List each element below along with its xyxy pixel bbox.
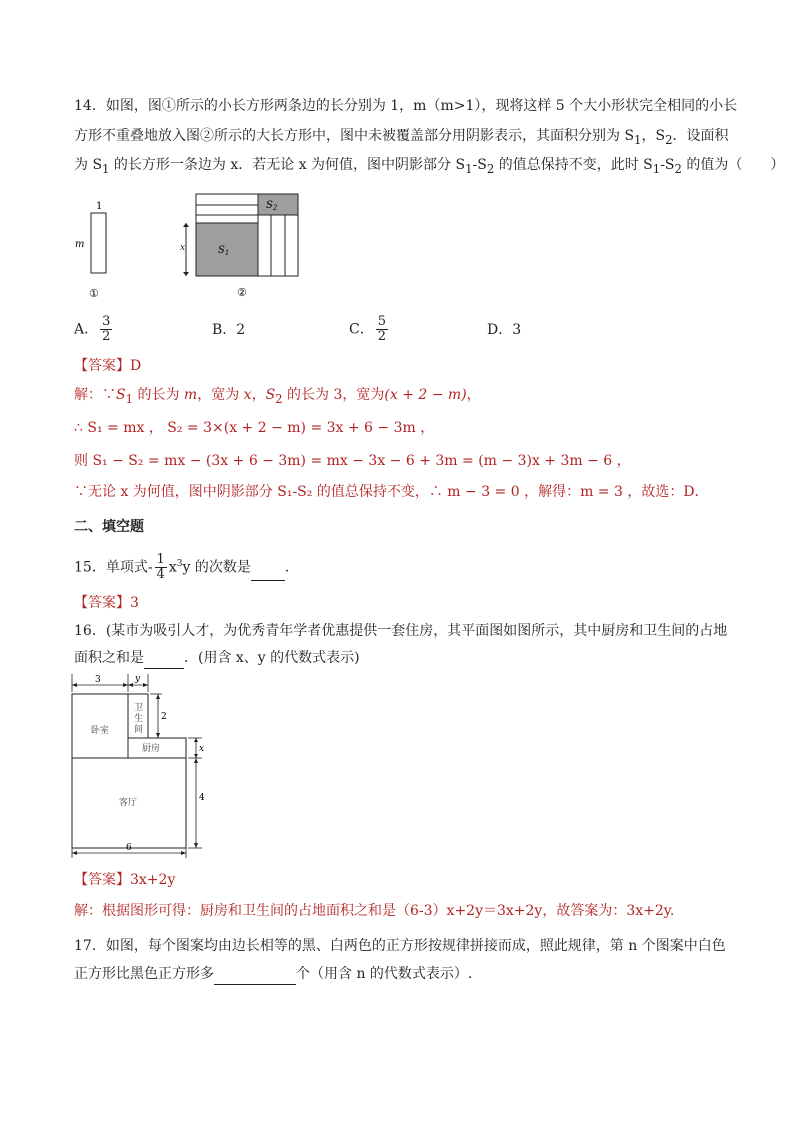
q14-line2: 方形不重叠地放入图②所示的大长方形中，图中未被覆盖部分用阴影表示，其面积分别为 $S_1$，$S_2$．设面积 bbox=[74, 128, 729, 147]
label-bedroom: 卧室 bbox=[91, 726, 110, 736]
figure-2 bbox=[178, 190, 308, 302]
q16-answer: 【答案】3x+2y bbox=[74, 872, 176, 888]
option-a: A． $\frac{3}{2}$ bbox=[74, 314, 111, 344]
figure-1 bbox=[74, 196, 134, 302]
section-header-fill-in: 二、填空题 bbox=[74, 519, 144, 535]
q17-line2: 正方形比黑色正方形多 个（用含 n 的代数式表示）. bbox=[74, 964, 472, 985]
dim-top-right: y bbox=[135, 674, 141, 684]
q17-line1: 17．如图，每个图案均由边长相等的黑、白两色的正方形按规律拼接而成，照此规律，第 n 个图案中白色 bbox=[74, 938, 726, 954]
fig2-caption: ② bbox=[237, 286, 247, 299]
floor-plan bbox=[62, 672, 212, 862]
option-b: B．2 bbox=[212, 322, 246, 338]
option-c: C． $\frac{5}{2}$ bbox=[349, 314, 386, 344]
q14-line3: 为 $S_1$ 的长方形一条边为 x．若无论 x 为何值，图中阴影部分 $S_1-S_2$ 的值总保持不变，此时 $S_1-S_2$ 的值为（ ） bbox=[74, 157, 785, 176]
fig1-caption: ① bbox=[89, 287, 99, 300]
small-rectangle bbox=[91, 213, 106, 273]
label-bath-2: 生 bbox=[134, 714, 144, 724]
q14-line1: 14．如图，图①所示的小长方形两条边的长分别为 1，m（m>1），现将这样 5 个大小形状完全相同的小长 bbox=[74, 98, 738, 114]
q16-answer-blank[interactable] bbox=[144, 648, 184, 669]
option-a-fraction: $\frac{3}{2}$ bbox=[102, 314, 111, 344]
shaded-s2 bbox=[258, 194, 298, 215]
q17-answer-blank[interactable] bbox=[214, 964, 296, 985]
option-c-fraction: $\frac{5}{2}$ bbox=[377, 314, 386, 344]
q16-line2: 面积之和是 ．(用含 x、y 的代数式表示) bbox=[74, 648, 360, 669]
q14-solution-line1: 解：$\because S_1$ 的长为 m，宽为 x，$S_2$ 的长为 3，宽为(x + 2 − m)， bbox=[74, 387, 481, 406]
fig1-side-label: m bbox=[75, 239, 85, 250]
dim-right-x: x bbox=[199, 744, 205, 754]
dim-right-4: 4 bbox=[199, 793, 205, 803]
q16-line1: 16．(某市为吸引人才，为优秀青年学者优惠提供一套住房，其平面图如图所示，其中厨房和卫生间的占地 bbox=[74, 623, 728, 639]
q15-answer: 【答案】3 bbox=[74, 595, 139, 611]
q16-solution: 解：根据图形可得：厨房和卫生间的占地面积之和是（6-3）x+2y＝3x+2y，故答案为：3x+2y. bbox=[74, 903, 675, 919]
dim-right-2: 2 bbox=[161, 712, 167, 722]
x-label: x bbox=[180, 243, 186, 253]
fig1-top-label: 1 bbox=[96, 201, 103, 212]
option-d: D．3 bbox=[487, 322, 522, 338]
dim-bottom: 6 bbox=[126, 843, 132, 853]
q14-solution-line2: ∴ S₁ = mx ， S₂ = 3×(x + 2 − m) = 3x + 6 − 3m ， bbox=[74, 420, 435, 436]
s1-label: $S_1$ bbox=[218, 245, 230, 257]
q14-answer: 【答案】D bbox=[74, 358, 142, 374]
q15-answer-blank[interactable] bbox=[251, 556, 285, 581]
q15-fraction: $\frac{1}{4}$ bbox=[156, 552, 165, 583]
q14-solution-line3: 则 S₁ − S₂ = mx − (3x + 6 − 3m) = mx − 3x − 6 + 3m = (m − 3)x + 3m − 6 ， bbox=[74, 453, 631, 469]
dim-top-left: 3 bbox=[95, 675, 101, 685]
q14-solution-line4: ∵无论 x 为何值，图中阴影部分 S₁-S₂ 的值总保持不变，∴ m − 3 = 0 ，解得：m = 3 ，故选：D． bbox=[74, 484, 709, 500]
label-bath-3: 间 bbox=[134, 725, 144, 735]
q15-question: 15．单项式- $\frac{1}{4}$ $x^3y$ 的次数是 ． bbox=[74, 552, 299, 583]
label-kitchen: 厨房 bbox=[142, 744, 161, 754]
label-bath-1: 卫 bbox=[134, 703, 144, 713]
s2-label: $S_2$ bbox=[266, 200, 278, 212]
label-living: 客厅 bbox=[119, 798, 138, 808]
